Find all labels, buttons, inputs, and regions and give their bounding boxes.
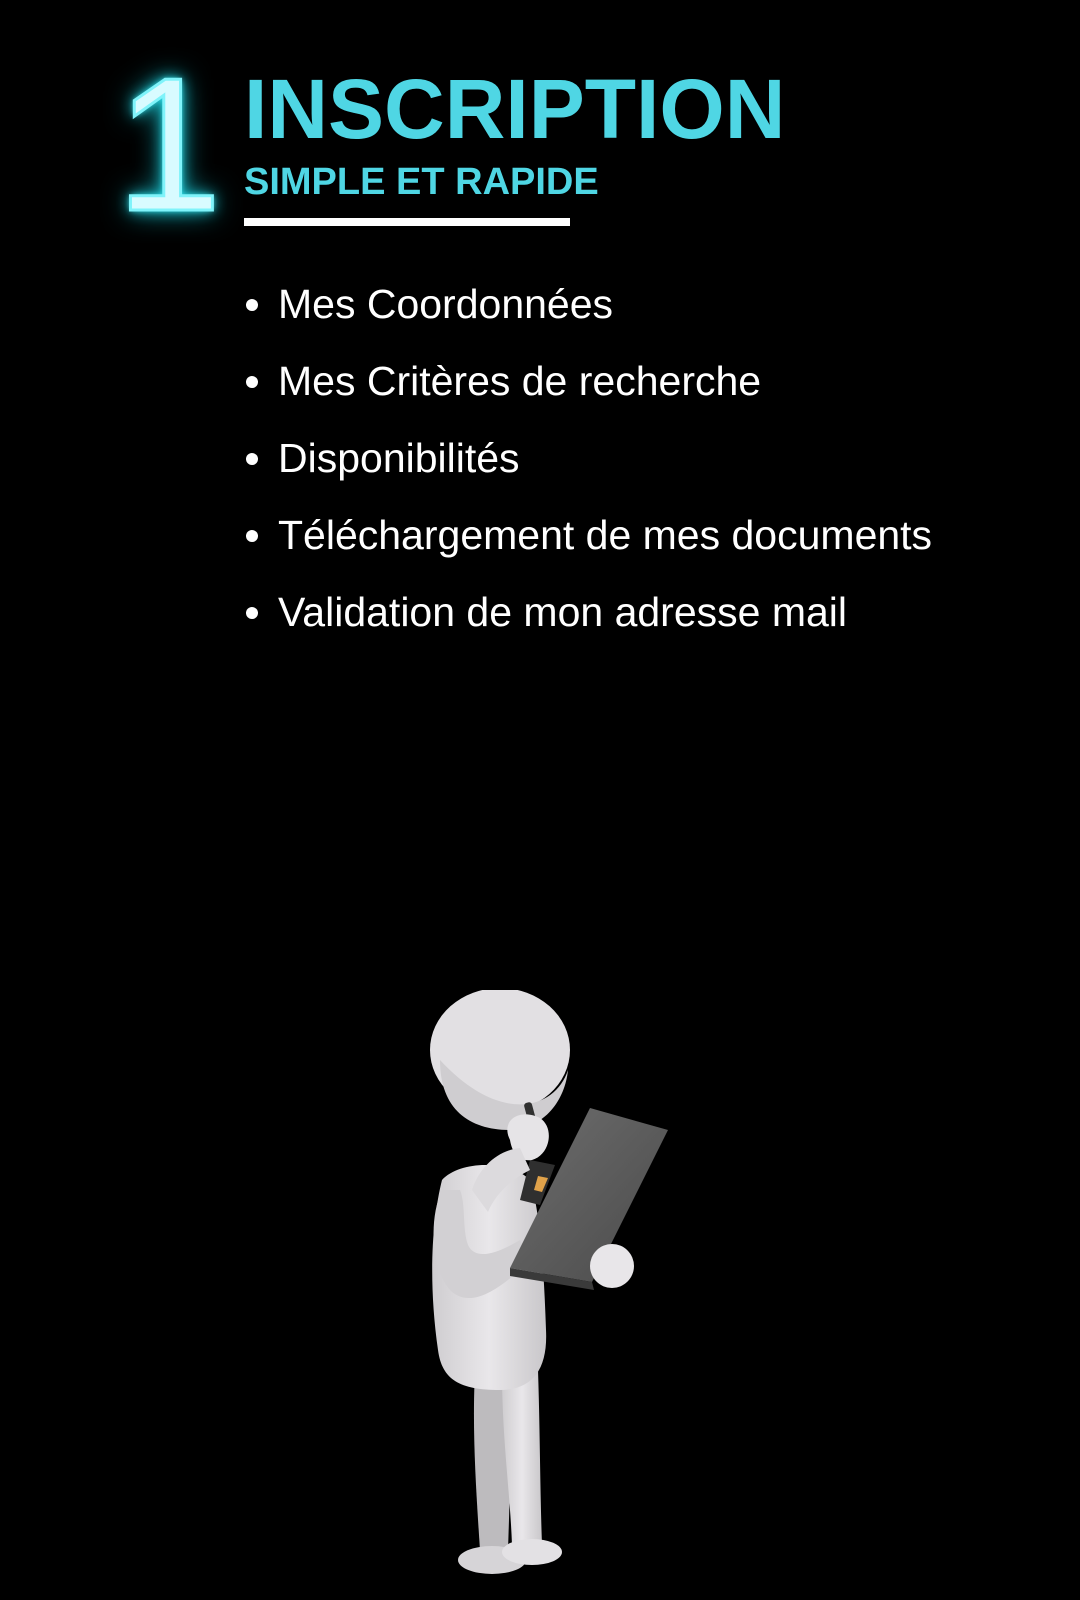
list-item: Validation de mon adresse mail [244,574,932,651]
list-item: Disponibilités [244,420,932,497]
heading-block [244,64,785,226]
step-number: 1 [116,39,222,251]
page-title: INSCRIPTION [244,62,786,156]
list-item: Téléchargement de mes documents [244,497,932,574]
list-item: Mes Critères de recherche [244,343,932,420]
person-with-clipboard-icon [380,990,720,1590]
page-subtitle: SIMPLE ET RAPIDE [244,161,599,203]
list-item: Mes Coordonnées [244,266,932,343]
checklist [244,266,932,651]
title-underline [244,218,570,226]
